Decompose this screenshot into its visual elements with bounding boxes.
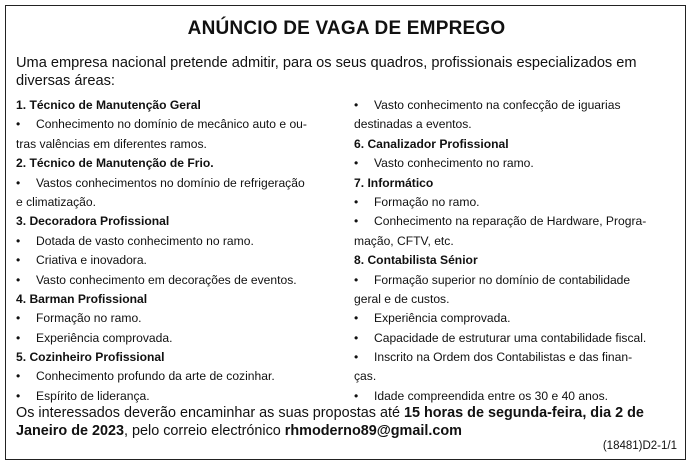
bullet-icon: • — [16, 311, 21, 326]
bullet-icon: • — [16, 369, 21, 384]
requirement-item — [354, 309, 674, 328]
requirement-text: Criativa e inovadora. — [36, 253, 147, 268]
requirement-continuation: destinadas a eventos. — [354, 117, 472, 132]
requirement-item — [16, 115, 336, 134]
bullet-icon: • — [354, 214, 359, 229]
requirement-item — [354, 96, 674, 115]
vacancy-heading: 8. Contabilista Sénior — [354, 253, 478, 268]
requirement-continuation: geral e de custos. — [354, 291, 450, 306]
requirement-text: Inscrito na Ordem dos Contabilistas e das finan- — [374, 350, 633, 365]
bullet-icon: • — [16, 117, 21, 132]
bullet-icon: • — [354, 156, 359, 171]
requirement-text: Experiência comprovada. — [374, 311, 511, 326]
vacancy-heading: 2. Técnico de Manutenção de Frio. — [16, 156, 214, 171]
ad-closing — [16, 404, 678, 440]
bullet-icon: • — [16, 388, 21, 403]
vacancy-heading: 5. Cozinheiro Profissional — [16, 350, 165, 365]
right-column — [354, 96, 674, 406]
requirement-text: Experiência comprovada. — [36, 330, 173, 345]
requirement-item — [354, 329, 674, 348]
closing-text-2: , pelo correio electrónico — [124, 423, 285, 439]
requirement-text: Vasto conhecimento no ramo. — [374, 156, 534, 171]
bullet-icon: • — [354, 330, 359, 345]
requirement-item — [354, 212, 674, 231]
requirement-text: Vastos conhecimentos no domínio de refrigeração — [36, 175, 305, 190]
bullet-icon: • — [16, 233, 21, 248]
bullet-icon: • — [16, 175, 21, 190]
bullet-icon: • — [354, 272, 359, 287]
requirement-continuation: ças. — [354, 369, 377, 384]
requirement-text: Dotada de vasto conhecimento no ramo. — [36, 233, 254, 248]
vacancy-heading: 6. Canalizador Profissional — [354, 136, 509, 151]
bullet-icon: • — [354, 311, 359, 326]
ad-intro: Uma empresa nacional pretende admitir, para os seus quadros, profissionais especializados em diversas áreas: — [16, 55, 637, 89]
requirement-item — [16, 251, 336, 270]
requirement-text: Formação no ramo. — [374, 194, 480, 209]
requirement-continuation: e climatização. — [16, 194, 96, 209]
requirement-item — [354, 348, 674, 367]
requirement-text: Capacidade de estruturar uma contabilidade fiscal. — [374, 330, 647, 345]
vacancy-heading: 7. Informático — [354, 175, 434, 190]
requirement-text: Espírito de liderança. — [36, 388, 150, 403]
bullet-icon: • — [16, 330, 21, 345]
requirement-continuation: mação, CFTV, etc. — [354, 233, 454, 248]
left-column — [16, 96, 336, 406]
requirement-item — [16, 309, 336, 328]
ad-reference: (18481)D2-1/1 — [602, 440, 677, 452]
requirement-text: Idade compreendida entre os 30 e 40 anos. — [374, 388, 608, 403]
bullet-icon: • — [16, 272, 21, 287]
vacancy-heading: 1. Técnico de Manutenção Geral — [16, 98, 201, 112]
requirement-item — [16, 232, 336, 251]
requirement-text: Vasto conhecimento na confecção de iguarias — [374, 98, 621, 112]
bullet-icon: • — [354, 98, 359, 112]
requirement-item — [16, 329, 336, 348]
requirement-text: Conhecimento na reparação de Hardware, Progra- — [374, 214, 647, 229]
requirement-item — [354, 193, 674, 212]
requirement-item — [16, 271, 336, 290]
vacancy-heading: 3. Decoradora Profissional — [16, 214, 170, 229]
contact-email[interactable]: rhmoderno89@gmail.com — [284, 423, 462, 439]
bullet-icon: • — [354, 194, 359, 209]
requirement-item — [16, 367, 336, 386]
requirement-text: Vasto conhecimento em decorações de eventos. — [36, 272, 297, 287]
bullet-icon: • — [16, 253, 21, 268]
requirement-item — [16, 174, 336, 193]
requirement-continuation: tras valências em diferentes ramos. — [16, 136, 207, 151]
deadline: 15 horas de segunda-feira, dia 2 de Janeiro de 2023 — [16, 405, 644, 439]
requirement-text: Conhecimento profundo da arte de cozinhar. — [36, 369, 275, 384]
requirement-text: Formação superior no domínio de contabilidade — [374, 272, 631, 287]
requirement-item — [354, 271, 674, 290]
requirement-item — [354, 154, 674, 173]
bullet-icon: • — [354, 388, 359, 403]
closing-text: Os interessados deverão encaminhar as suas propostas até — [16, 405, 404, 421]
vacancy-heading: 4. Barman Profissional — [16, 291, 148, 306]
ad-title: ANÚNCIO DE VAGA DE EMPREGO — [187, 18, 506, 39]
requirement-text: Formação no ramo. — [36, 311, 142, 326]
bullet-icon: • — [354, 350, 359, 365]
requirement-text: Conhecimento no domínio de mecânico auto e ou- — [36, 117, 307, 132]
